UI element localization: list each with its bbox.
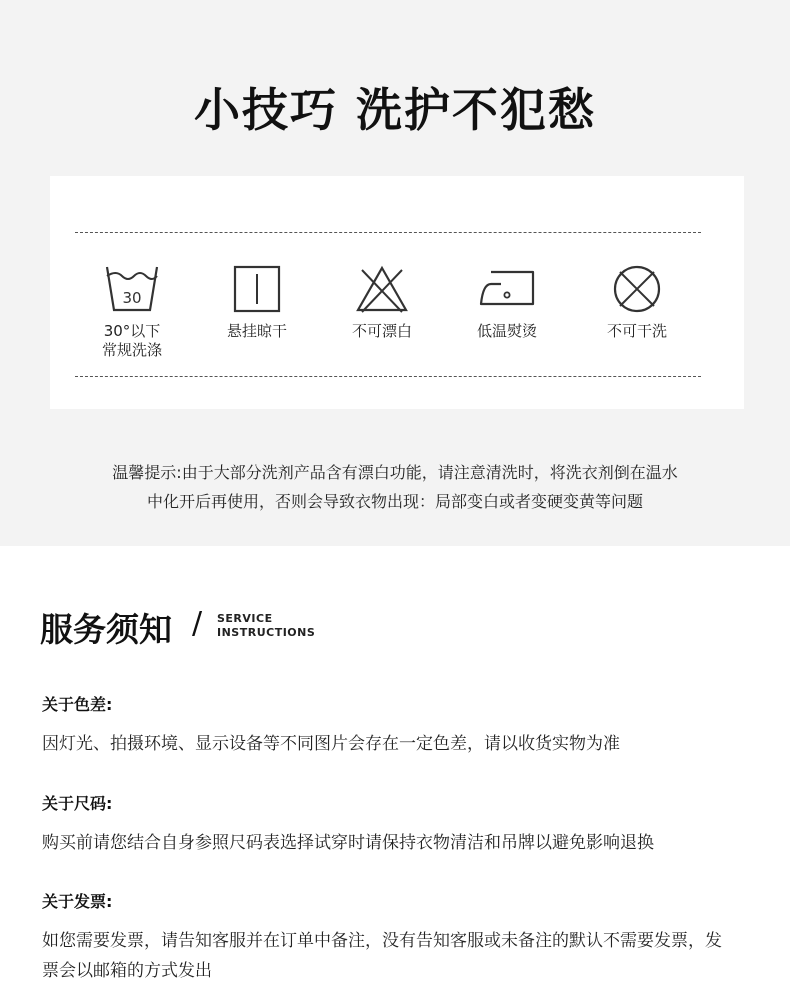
care-item-wash-30 [72, 262, 192, 360]
care-tip [0, 458, 790, 516]
care-symbols-card [50, 176, 744, 409]
service-en-line1: SERVICE [217, 612, 273, 625]
wash-30-icon [102, 262, 162, 316]
hang-dry-icon [227, 262, 287, 316]
low-iron-icon [475, 262, 539, 316]
faq-answer: 如您需要发票，请告知客服并在订单中备注，没有告知客服或未备注的默认不需要发票，发票会以邮箱的方式发出 [42, 931, 722, 981]
care-label-wash-30-line2: 常规洗涤 [101, 341, 162, 359]
service-title-slash: / [192, 606, 203, 641]
faq-invoice [42, 892, 762, 986]
care-label-hang-dry: 悬挂晾干 [226, 322, 287, 340]
faq-question: 关于发票: [42, 892, 113, 911]
care-item-hang-dry [197, 262, 317, 341]
faq-question: 关于尺码: [42, 794, 113, 813]
faq-answer: 因灯光、拍摄环境、显示设备等不同图片会存在一定色差，请以收货实物为准 [42, 734, 620, 754]
care-item-no-bleach [322, 262, 442, 341]
care-item-no-dry-clean [577, 262, 697, 341]
faq-question: 关于色差: [42, 695, 113, 714]
care-label-wash-30-line1: 30°以下 [103, 322, 161, 340]
service-title: 服务须知 [40, 610, 172, 649]
dashed-divider-top [75, 232, 701, 233]
care-label-low-iron: 低温熨烫 [476, 322, 537, 340]
faq-color-difference [42, 695, 762, 759]
care-item-low-iron [447, 262, 567, 341]
faq-size [42, 794, 762, 858]
no-dry-clean-icon [607, 262, 667, 316]
care-tip-line1: 温馨提示:由于大部分洗剂产品含有漂白功能，请注意清洗时，将洗衣剂倒在温水 [112, 463, 678, 482]
service-en-line2: INSTRUCTIONS [217, 626, 316, 639]
service-title-english [217, 612, 315, 640]
faq-answer: 购买前请您结合自身参照尺码表选择试穿时请保持衣物清洁和吊牌以避免影响退换 [42, 833, 654, 853]
care-label-no-bleach: 不可漂白 [351, 322, 412, 340]
dashed-divider-bottom [75, 376, 701, 377]
care-label-no-dry-clean: 不可干洗 [606, 322, 667, 340]
no-bleach-icon [352, 262, 412, 316]
care-title: 小技巧 洗护不犯愁 [193, 83, 596, 137]
care-tip-line2: 中化开后再使用，否则会导致衣物出现：局部变白或者变硬变黄等问题 [146, 492, 643, 511]
svg-text:30: 30 [122, 289, 142, 307]
